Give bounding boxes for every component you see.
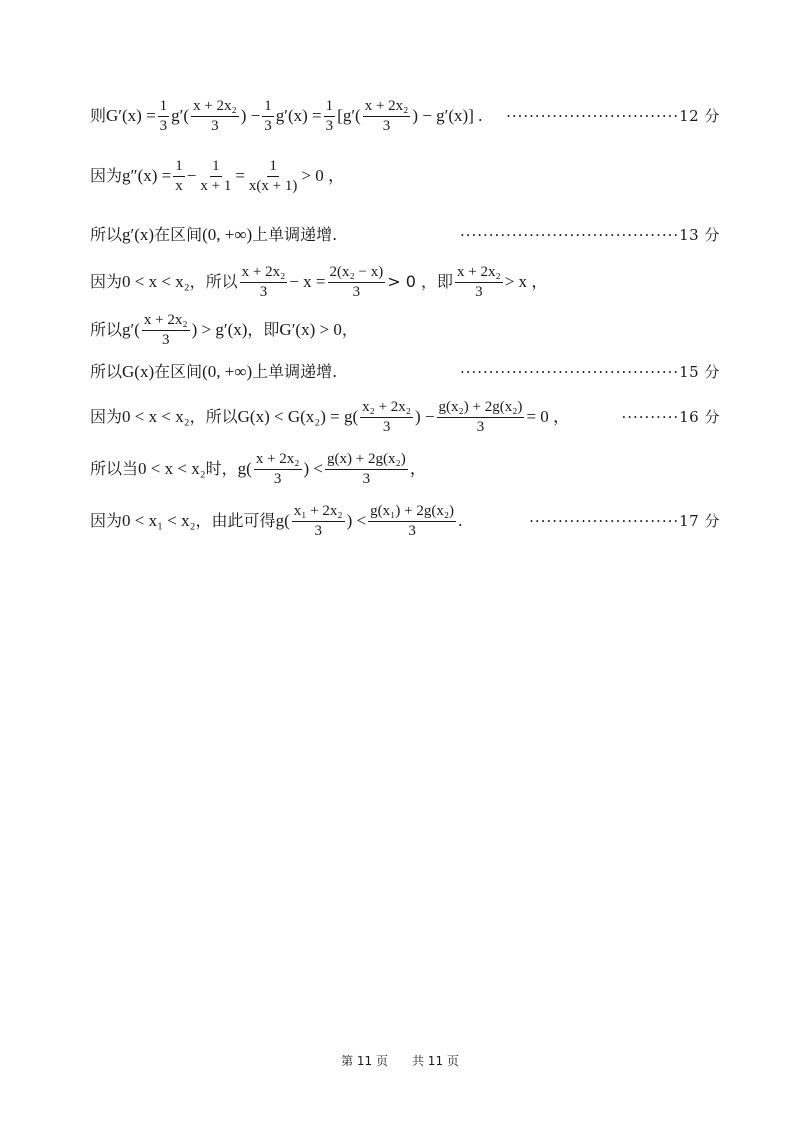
text: 则 [90, 106, 107, 126]
fraction [292, 503, 345, 539]
denominator: x(x + 1) [248, 177, 298, 194]
math-expr: ) < [346, 510, 367, 530]
fraction [325, 451, 408, 487]
text: ，所以 [189, 272, 238, 292]
text: 上单调递增. [252, 225, 338, 245]
text: 因为 [90, 407, 123, 427]
fraction [324, 98, 336, 134]
text: 所以 [90, 225, 123, 245]
line-17-points [90, 500, 720, 542]
math-expr: g′(x) = [275, 105, 322, 125]
line-13-points [90, 220, 720, 250]
math-expr: ) < [303, 458, 324, 478]
text: 因为 [90, 272, 123, 292]
line-when [90, 448, 720, 490]
math-expr: ) − [240, 105, 261, 125]
denominator: 3 [352, 283, 361, 300]
fraction [240, 264, 288, 300]
text: 在区间 [154, 362, 203, 382]
numerator: x + 2x₂ [363, 98, 411, 117]
numerator: x + 2x₂ [142, 312, 190, 331]
score-text: 17 分 [679, 512, 720, 530]
numerator: x + 2x₂ [254, 451, 302, 470]
numerator: x₁ + 2x₂ [292, 503, 345, 522]
math-expr: G′(x) > 0 [279, 319, 342, 339]
math-expr: G′(x) = [106, 105, 156, 125]
denominator: 3 [264, 117, 272, 134]
math-expr: 0 < x₁ < x₂ [122, 510, 196, 530]
numerator: x + 2x₂ [191, 98, 239, 117]
denominator: 3 [273, 470, 282, 487]
fraction [158, 98, 170, 134]
leader-dots: ·········· [621, 408, 680, 426]
score-text: 13 分 [679, 226, 720, 244]
line-15-points [90, 357, 720, 387]
math-expr: g′( [171, 105, 190, 125]
math-expr: = [235, 165, 245, 185]
fraction [247, 158, 299, 194]
math-expr: g″(x) = [122, 165, 172, 185]
denominator: 3 [159, 117, 168, 134]
line-second-derivative [90, 156, 720, 196]
line-gprime-compare [90, 310, 720, 350]
denominator: x + 1 [200, 177, 232, 194]
numerator: g(x) + 2g(x₂) [325, 451, 408, 470]
line-12-points [90, 96, 720, 136]
math-expr: − [186, 165, 197, 185]
denominator: 3 [259, 283, 268, 300]
score-marker [506, 107, 720, 125]
fraction [173, 158, 185, 194]
text: 时， [205, 459, 238, 479]
leader-dots: ······························ [506, 107, 680, 125]
text: ， [341, 320, 358, 340]
fraction [363, 98, 411, 134]
math-expr: g′(x) [122, 224, 155, 244]
fraction [262, 98, 274, 134]
denominator: 3 [408, 522, 416, 539]
math-expr: ) > g′(x) [191, 319, 248, 339]
math-expr: [g′( [337, 105, 361, 125]
math-expr: G(x) [122, 361, 155, 381]
math-expr: > x ， [504, 271, 549, 291]
math-expr: g( [275, 510, 290, 530]
fraction [360, 399, 413, 435]
text: ，由此可得 [195, 511, 276, 531]
fraction [191, 98, 239, 134]
score-marker [529, 512, 720, 530]
fraction [198, 158, 233, 194]
math-expr: > 0 ， [301, 165, 345, 185]
denominator: 3 [162, 331, 170, 348]
fraction [142, 312, 190, 348]
math-expr: (0, +∞) [202, 361, 253, 381]
math-expr: − x = [289, 271, 326, 291]
math-expr: 0 < x < x₂ [122, 271, 190, 291]
text: > 0 ，即 [387, 272, 453, 292]
line-inequality [90, 262, 720, 302]
fraction [328, 264, 386, 300]
text: 因为 [90, 166, 123, 186]
line-16-points [90, 396, 720, 438]
denominator: 3 [314, 522, 322, 539]
numerator: 1 [267, 158, 279, 177]
score-text: 12 分 [679, 107, 720, 125]
numerator: 1 [262, 98, 274, 117]
text: 上单调递增. [252, 362, 338, 382]
math-expr: ， [409, 458, 427, 478]
page-footer: 第 11 页 共 11 页 [341, 1054, 459, 1068]
text: 所以 [90, 362, 123, 382]
numerator: x + 2x₂ [240, 264, 288, 283]
denominator: 3 [382, 418, 391, 435]
score-text: 16 分 [679, 408, 720, 426]
text: 在区间 [154, 225, 203, 245]
denominator: x [175, 177, 183, 194]
numerator: g(x₁) + 2g(x₂) [368, 503, 456, 522]
denominator: 3 [476, 418, 485, 435]
leader-dots: ······································ [459, 363, 680, 381]
math-expr: = 0 ， [526, 406, 571, 426]
text: ，所以 [189, 407, 238, 427]
math-expr: g( [237, 458, 252, 478]
score-marker [621, 408, 720, 426]
math-expr: (0, +∞) [202, 224, 253, 244]
numerator: 1 [210, 158, 222, 177]
denominator: 3 [211, 117, 219, 134]
leader-dots: ······································ [459, 226, 680, 244]
numerator: 1 [158, 98, 170, 117]
fraction [455, 264, 503, 300]
denominator: 3 [475, 283, 483, 300]
score-marker [460, 226, 720, 244]
math-expr: 0 < x < x₂ [138, 458, 206, 478]
text: 所以当 [90, 459, 139, 479]
math-expr: 0 < x < x₂ [122, 406, 190, 426]
denominator: 3 [362, 470, 371, 487]
math-expr: . [458, 510, 463, 530]
fraction [437, 399, 525, 435]
leader-dots: ·························· [529, 512, 680, 530]
fraction [254, 451, 302, 487]
text: 所以 [90, 320, 123, 340]
text: ，即 [247, 320, 280, 340]
numerator: x + 2x₂ [455, 264, 503, 283]
score-text: 15 分 [679, 363, 720, 381]
denominator: 3 [382, 117, 391, 134]
denominator: 3 [325, 117, 334, 134]
math-expr: G(x) < G(x₂) = g( [237, 406, 359, 426]
math-expr: ) − [415, 406, 435, 426]
text: 因为 [90, 511, 123, 531]
numerator: g(x₂) + 2g(x₂) [437, 399, 525, 418]
numerator: x₂ + 2x₂ [360, 399, 413, 418]
score-marker [460, 363, 720, 381]
math-expr: g′( [122, 319, 140, 339]
math-expr: ) − g′(x)] . [412, 105, 483, 125]
fraction [368, 503, 456, 539]
numerator: 1 [173, 158, 185, 177]
numerator: 2(x₂ − x) [328, 264, 386, 283]
numerator: 1 [324, 98, 336, 117]
